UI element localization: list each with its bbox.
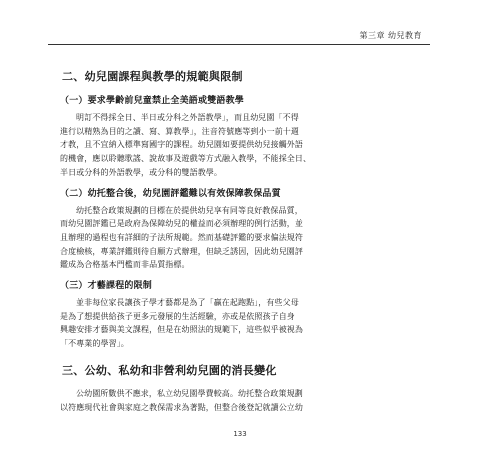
text-line: 進行以精熟為目的之讀、寫、算教學」，注音符號應等到小一前十週 bbox=[60, 126, 299, 136]
text-line: 以符應現代社會與家庭之教保需求為著點，但整合後登記就讀公立幼 bbox=[60, 402, 303, 412]
paragraph-4 bbox=[60, 387, 422, 414]
paragraph-3 bbox=[60, 296, 422, 351]
subsection-heading-3: （三）才藝課程的限制 bbox=[60, 281, 153, 292]
text-line: 而幼兒園評鑑已是政府為保障幼兒的權益而必須辦理的例行活動，並 bbox=[60, 219, 303, 229]
paragraph-1 bbox=[60, 111, 422, 180]
paragraph-2 bbox=[60, 204, 422, 273]
text-line: 才教，且不宜納入標準寫國字的課程。幼兒園如要提供幼兒接觸外語 bbox=[60, 140, 303, 150]
text-line: 合度檢核，專業評鑑則待自願方式辦理，但缺乏誘因，因此幼兒園評 bbox=[60, 246, 303, 256]
running-head: 第三章 幼兒教育 bbox=[359, 31, 422, 40]
text-line: 幼托整合政策規劃的目標在於提供幼兒享有同等良好教保品質， bbox=[76, 205, 303, 215]
text-line: 明訂不得採全日、半日或分科之外語教學」，而且幼兒園「不得 bbox=[76, 113, 299, 122]
text-line: 的機會，應以聆聽歌謠、說故事及遊戲等方式融入教學，不能採全日、 bbox=[60, 154, 312, 164]
text-line: 公幼園所數供不應求，私立幼兒園學費較高。幼托整合政策規劃 bbox=[76, 388, 303, 398]
text-line: 是為了想提供給孩子更多元發展的生活經驗，亦或是依照孩子自身 bbox=[60, 311, 295, 321]
text-line: 半日或分科的外語教學，或分科的雙語教學。 bbox=[60, 167, 222, 177]
text-line: 並非每位家長讓孩子學才藝都是為了「贏在起跑點」，有些父母 bbox=[76, 298, 299, 308]
subsection-heading-1: （一）要求學齡前兒童禁止全美語或雙語教學 bbox=[60, 96, 245, 106]
section-heading-2: 二、幼兒園課程與教學的規範與限制 bbox=[62, 70, 243, 83]
text-line: 興趣安排才藝與美文課程，但是在幼照法的規範下，這些似乎被視為 bbox=[60, 325, 303, 335]
header-rule bbox=[48, 44, 430, 45]
text-line: 鑑成為合格基本門檻而非品質指標。 bbox=[60, 260, 190, 270]
section-heading-3: 三、公幼、私幼和非營利幼兒園的消長變化 bbox=[62, 363, 277, 377]
page-body bbox=[60, 68, 422, 419]
page-number: 133 bbox=[233, 430, 247, 438]
text-line: 且辦理的過程也有詳細的子法所規範。然而基礎評鑑的要求偏法規符 bbox=[60, 232, 303, 242]
text-line: 「不專業的學習」。 bbox=[60, 339, 129, 349]
subsection-heading-2: （二）幼托整合後，幼兒園評鑑難以有效保障教保品質 bbox=[60, 188, 281, 199]
